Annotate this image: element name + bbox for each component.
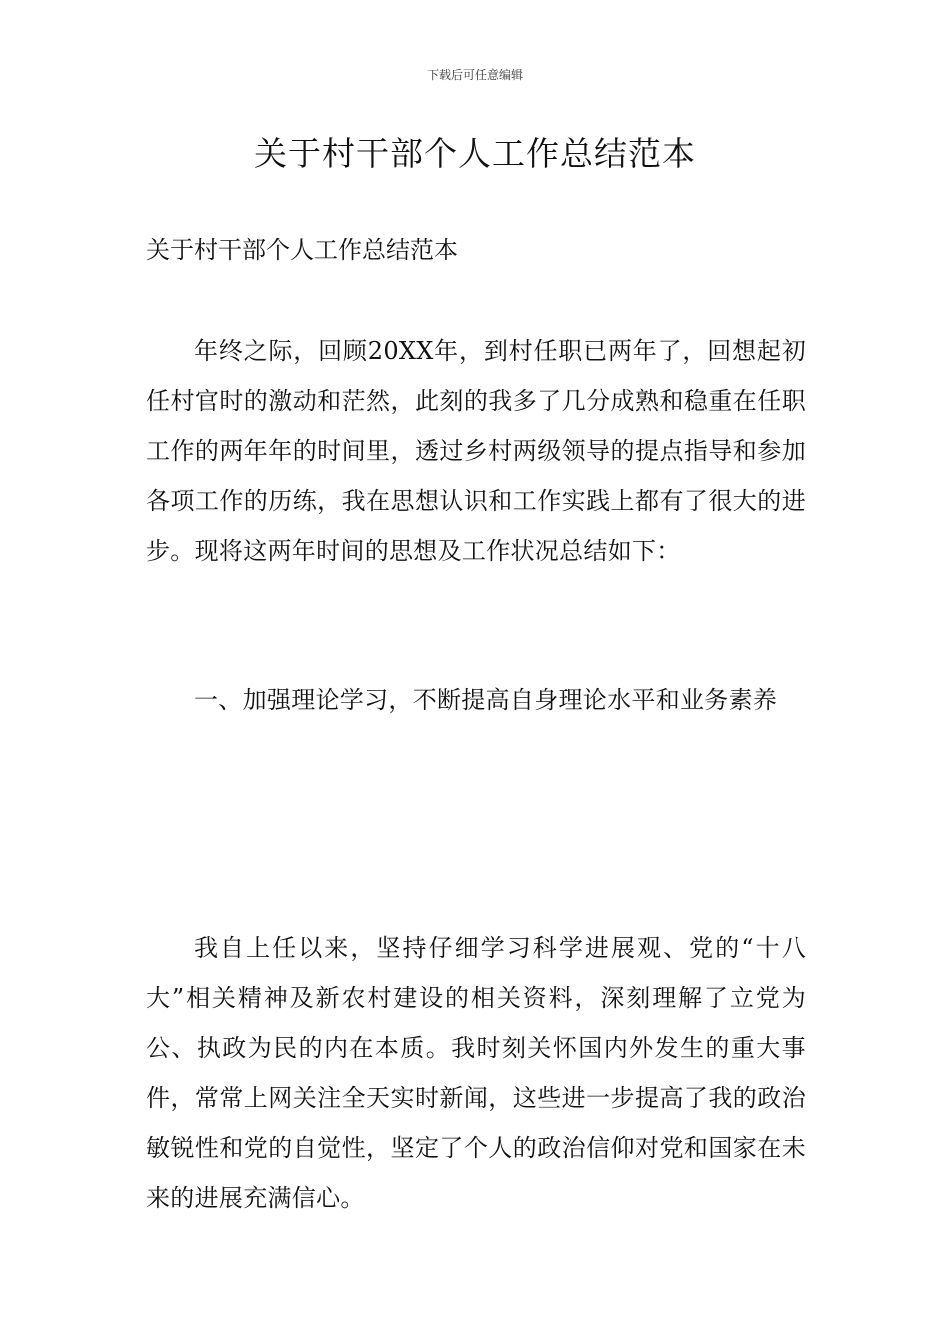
- document-title: 关于村干部个人工作总结范本: [254, 134, 696, 173]
- paragraph-intro: 年终之际，回顾20XX年，到村任职已两年了，回想起初任村官时的激动和茫然，此刻的我多了几分成熟和稳重在任职工作的两年年的时间里，透过乡村两级领导的提点指导和参加各项工作的历练，我在思想认识和工作实践上都有了很大的进步。现将这两年时间的思想及工作状况总结如下：: [146, 337, 806, 565]
- header-note: 下载后可任意编辑: [426, 68, 523, 82]
- document-subtitle: 关于村干部个人工作总结范本: [146, 236, 458, 264]
- section-heading-1: 一、加强理论学习，不断提高自身理论水平和业务素养: [194, 686, 778, 714]
- paragraph-section-1: 我自上任以来，坚持仔细学习科学进展观、党的“十八大”相关精神及新农村建设的相关资料，深刻理解了立党为公、执政为民的内在本质。我时刻关怀国内外发生的重大事件，常常上网关注全天实时新闻，这些进一步提高了我的政治敏锐性和党的自觉性，坚定了个人的政治信仰对党和国家在未来的进展充满信心。: [146, 934, 806, 1212]
